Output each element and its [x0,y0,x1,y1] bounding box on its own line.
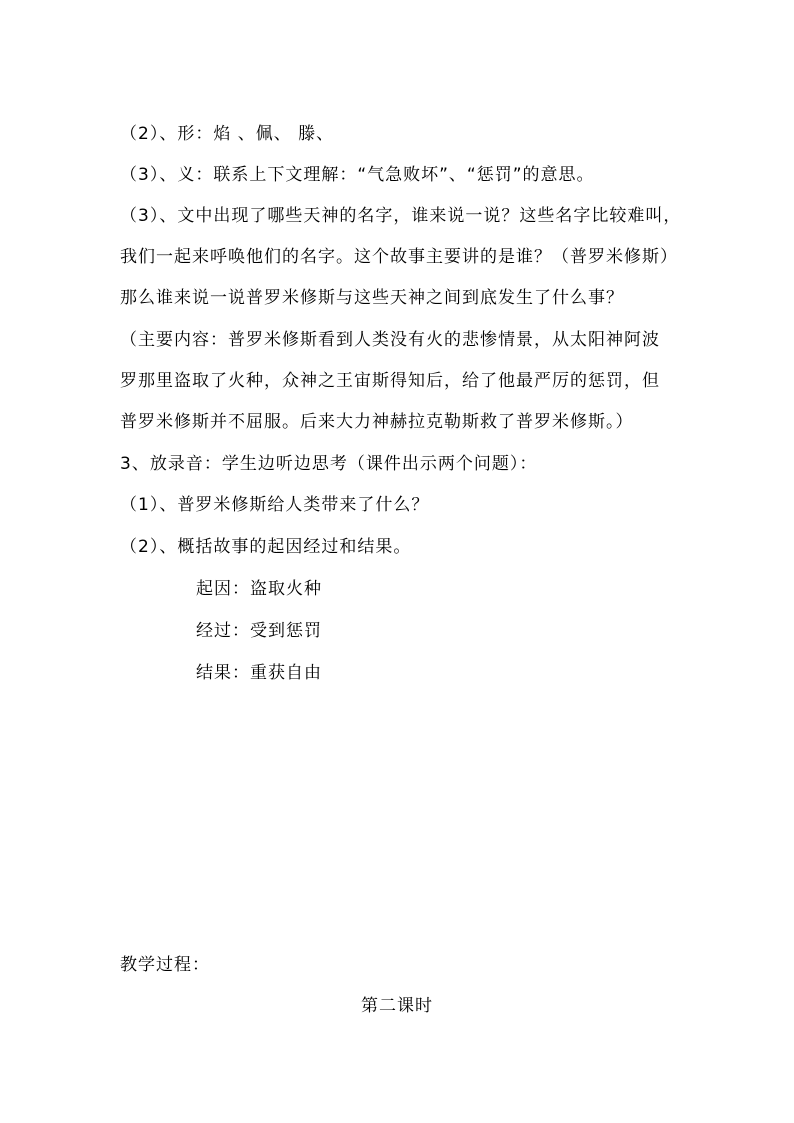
summary-line: 罗那里盗取了火种，众神之王宙斯得知后，给了他最严厉的惩罚，但 [120,371,660,391]
question-line: （1）、普罗米修斯给人类带来了什么？ [120,495,430,515]
summary-line: 普罗米修斯并不屈服。后来大力神赫拉克勒斯救了普罗米修斯。） [120,412,634,432]
recording-step-line: 3、放录音：学生边听边思考（课件出示两个问题）： [120,454,538,474]
question-line: （2）、概括故事的起因经过和结果。 [120,537,412,557]
paragraph-line: 那么谁来说一说普罗米修斯与这些天神之间到底发生了什么事？ [120,288,624,308]
paragraph-line: 我们一起来呼唤他们的名字。这个故事主要讲的是谁？（普罗米修斯） [120,247,678,267]
lesson-title: 第二课时 [361,996,433,1016]
paragraph-line: （3）、文中出现了哪些天神的名字，谁来说一说？这些名字比较难叫， [120,206,682,226]
meaning-item-line: （3）、义：联系上下文理解：“气急败坏”、“惩罚”的意思。 [120,165,595,185]
shape-item-line: （2）、形：焰 、佩、 滕、 [120,124,335,144]
summary-line: （主要内容：普罗米修斯看到人类没有火的悲惨情景，从太阳神阿波 [120,330,660,350]
story-result-line: 结果：重获自由 [196,663,322,683]
story-cause-line: 起因：盗取火种 [196,579,322,599]
teaching-process-label: 教学过程： [120,955,210,975]
story-process-line: 经过：受到惩罚 [196,621,322,641]
